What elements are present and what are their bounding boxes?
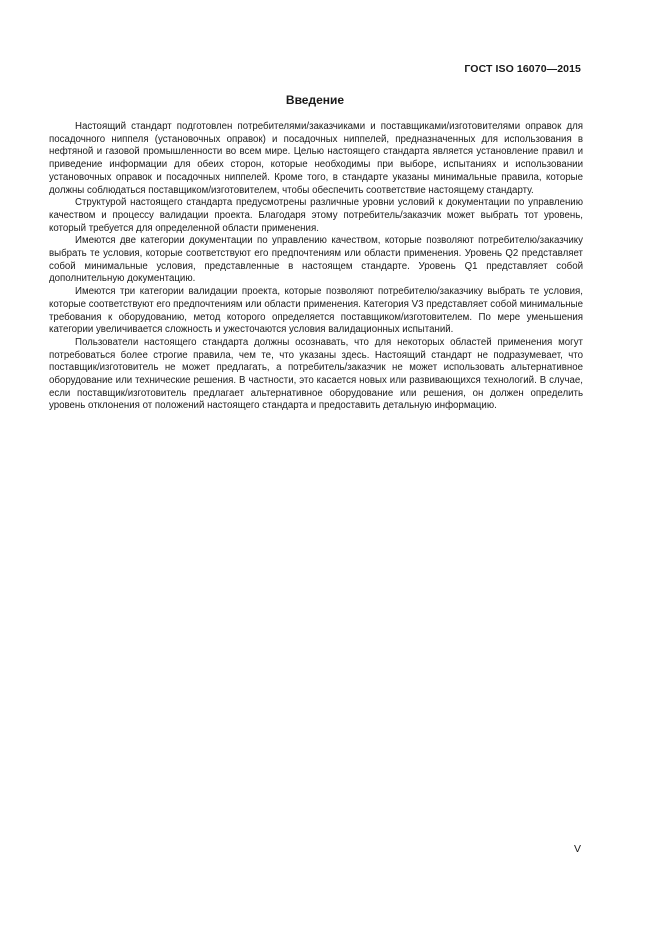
paragraph: Имеются две категории документации по управлению качеством, которые позволяют потребителю/заказчику выбрать те условия, которые соответствуют его предпочтениям или области применения. Уровень Q2 представляет собой минимальные условия, представленные в настоящем стандарте. Уровень Q1 представляет собой дополнительную документацию. <box>49 235 583 285</box>
paragraph: Настоящий стандарт подготовлен потребителями/заказчиками и поставщиками/изготовителями оправок для посадочного ниппеля (установочных оправок) и посадочных ниппелей, предназначенных для использования в нефтяной и газовой промышленности во всем мире. Целью настоящего стандарта является установление правил и приведение информации для обеих сторон, которые необходимы при выборе, испытаниях и использовании установочных оправок и посадочных ниппелей. Кроме того, в стандарте указаны минимальные правила, которые должны соблюдаться поставщиком/изготовителем, чтобы обеспечить соответствие настоящему стандарту. <box>49 121 583 196</box>
body-text <box>49 121 583 413</box>
page-number: V <box>574 843 582 855</box>
paragraph: Пользователи настоящего стандарта должны осознавать, что для некоторых областей применения могут потребоваться более строгие правила, чем те, что указаны здесь. Настоящий стандарт не подразумевает, что поставщик/изготовитель не может предлагать, а потребитель/заказчик не может использовать альтернативное оборудование или технические решения. В частности, это касается новых или развивающихся технологий. В случае, если поставщик/изготовитель предлагает альтернативное оборудование или решения, он должен определить уровень отклонения от положений настоящего стандарта и предоставить детальную информацию. <box>49 336 583 412</box>
document-code: ГОСТ ISO 16070—2015 <box>464 63 581 75</box>
paragraph: Имеются три категории валидации проекта, которые позволяют потребителю/заказчику выбрать те условия, которые соответствуют его предпочтениям или области применения. Категория V3 представляет собой минимальные требования к оборудованию, метод которого определяется поставщиком/изготовителем. По мере уменьшения категории увеличивается сложность и ужесточаются условия валидационных испытаний. <box>49 286 583 336</box>
paragraph: Структурой настоящего стандарта предусмотрены различные уровни условий к документации по управлению качеством и процессу валидации проекта. Благодаря этому потребитель/заказчик может выбрать тот уровень, который требуется для определенной области применения. <box>49 197 583 234</box>
section-title: Введение <box>285 93 345 107</box>
